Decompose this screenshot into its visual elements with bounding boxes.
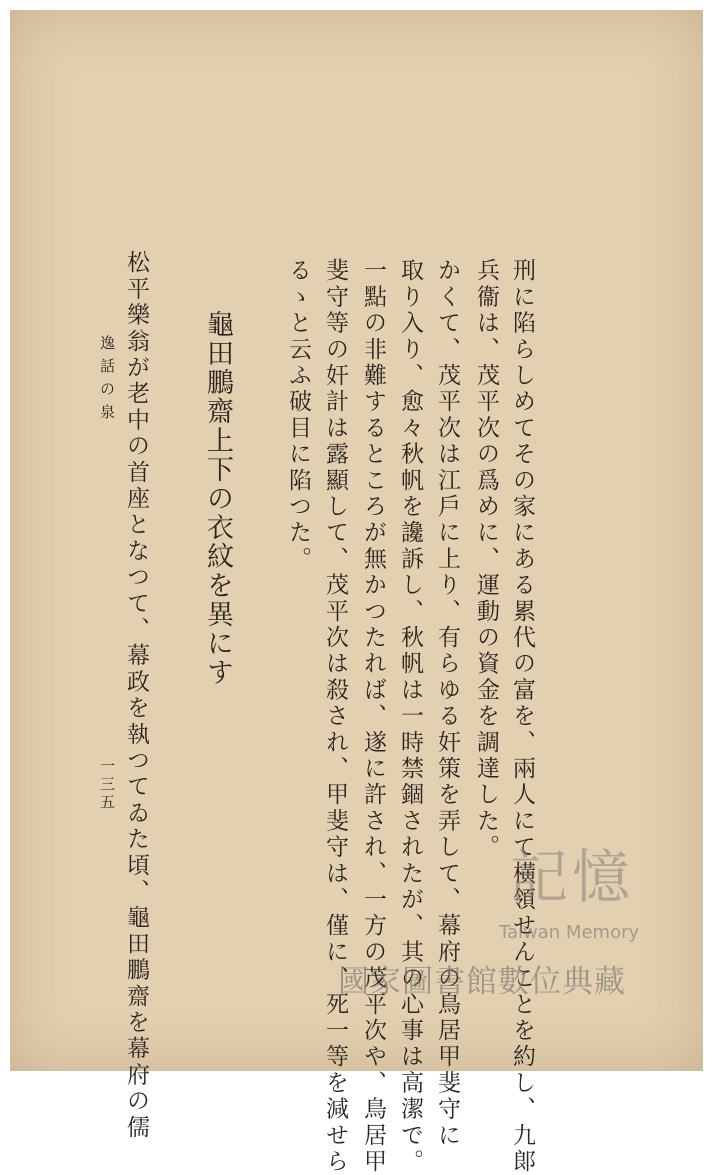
text-line-7: るゝと云ふ破目に陷つた。: [285, 258, 311, 573]
text-line-4: 取り入り、愈々秋帆を讒訴し、秋帆は一時禁錮されたが、其の心事は高潔で。: [397, 258, 423, 1175]
section-title: 龜田鵬齋上下の衣紋を異にす: [202, 310, 233, 687]
page-number: 一三五: [98, 758, 116, 812]
watermark-library: 國家圖書館數位典藏: [338, 964, 626, 1000]
book-page: [10, 10, 703, 1175]
text-line-5: 一點の非難するところが無かつたれば、遂に許され、一方の茂平次や、鳥居甲: [360, 258, 386, 1175]
section-text-line-1: 松平樂翁が老中の首座となつて、幕政を執つてゐた頃、龜田鵬齋を幕府の儒: [123, 250, 149, 1141]
watermark-english: Taiwan Memory: [499, 922, 640, 943]
running-head: 逸話の泉: [98, 335, 116, 427]
text-line-3: かくて、茂平次は江戶に上り、有らゆる奸策を弄して、幕府の鳥居甲斐守に: [434, 258, 460, 1149]
watermark-title: 記憶: [510, 843, 635, 911]
text-line-6: 斐守等の奸計は露顯して、茂平次は殺され、甲斐守は、僅に、死一等を減せら: [322, 258, 348, 1175]
text-line-1: 刑に陷らしめてその家にある累代の富を、兩人にて橫領せんことを約し、九郞: [509, 258, 535, 1175]
text-line-2: 兵衞は、茂平次の爲めに、運動の資金を調達した。: [473, 258, 499, 861]
